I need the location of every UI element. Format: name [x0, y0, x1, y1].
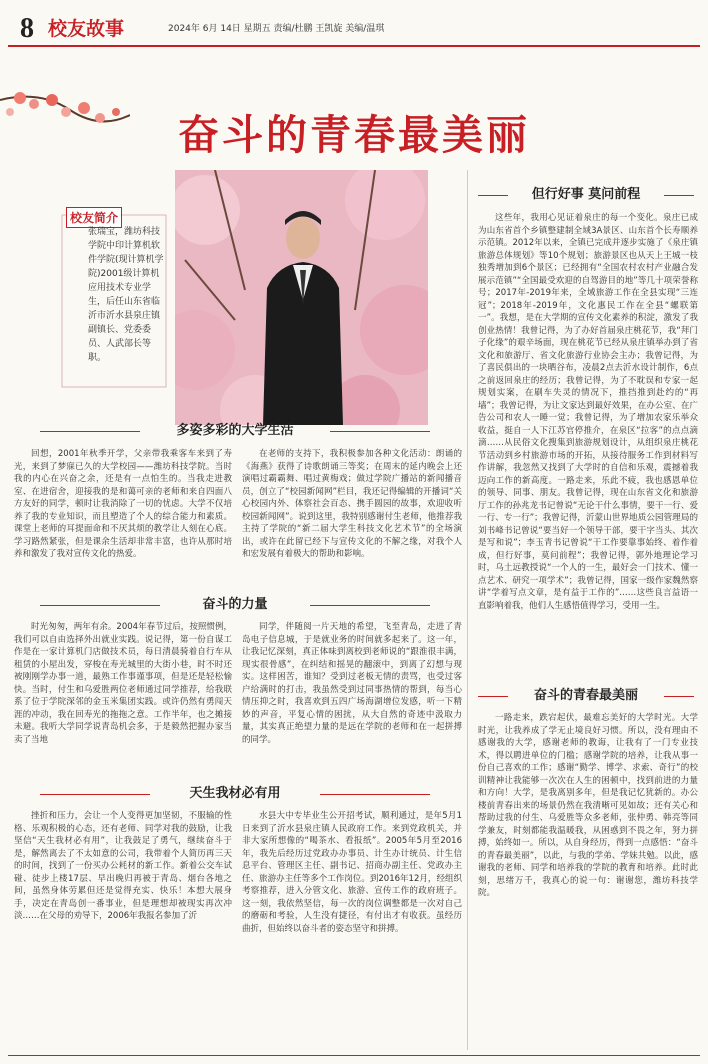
body-column [14, 448, 232, 598]
body-paragraph: 时光匆匆，两年有余。2004年春节过后，按照惯例，我们可以自由选择外出就业实践。说记得，第一份自谋工作是在一家计算机门店做技术员，每日清晨骑着自行车从租赁的小屋出发，穿梭在寿光城里的大街小巷，时不时还被刚刚学办事一道，最熟工作事谨事项，但是还是轻松愉快。当时，付生和乌爱胜两位老师通过同学推荐，给我联系了位于学院深邻的金玉米集团实践。或许仍然有勇闯天涯的冲动，我在回寿光的拖拖之意。工作半年，也之摊接未避。我听大学同学说青岛机会多，于是毅然把握办家当卖了当地 [14, 622, 232, 745]
section-heading-s3 [10, 783, 460, 805]
section-title: 但行好事 莫问前程 [531, 187, 641, 202]
section-title: 奋斗的力量 [202, 597, 268, 612]
header-rule [8, 45, 700, 47]
section-heading-r1 [472, 184, 700, 206]
bio-text: 张瑞宝，潍坊科技学院中印计算机软件学院(现计算机学院)2001级计算机应用技术专业学生，后任山东省临沂市沂水县泉庄镇副镇长、党委委员、人武部长等职。 [88, 227, 164, 363]
section-title: 天生我材必有用 [189, 786, 281, 801]
bio-tag: 校友简介 [66, 207, 122, 228]
body-column [478, 712, 698, 1052]
body-paragraph: 在老师的支持下，我积极参加各种文化活动：朗诵的《海燕》获得了诗歌朗诵三等奖；在周末的延内晚会上还演唱过霸霸舞、唱过黄梅戏；做过学院广播站的新闻播音员，创立了“校园新闻网”栏目，我还记得编辑的开播词“关心校园内外、体察社会百态、携手圆园的故事，欢迎收听校园新闻网”。说到这里，我特别感谢付生老师，他推荐我主持了学院的“新二届大学生科技文化艺术节”的全场演出，或许在此留已经下与宣传文化的不解之缘，对我个人和宏发展有着极大的帮助和影响。 [242, 449, 462, 559]
section-name: 校友故事 [48, 18, 125, 40]
body-paragraph: 这些年，我用心见证着泉庄的每一个变化。泉庄已成为山东省首个乡镇整建制全域3A景区、山东首个长寿顺养示范镇。2012年以来，全镇已完成并逐步实施了《泉庄镇旅游总体规划》等10个规划；旅游景区也从天上王城一枝独秀增加到6个景区；已经拥有“全国农村农村产业融合发展示范镇”“全国最受欢迎的自驾游目的地”等几十项荣誉称号；2017年-2019年来，全域旅游工作在全县实现“三连冠”；2018年-2019年，文化惠民工作在全县“螺联第一”。我想，是在大学期的宣传文化素养的积淀，激发了我创业热情！我曾记得，为了办好首届泉庄桃花节，我“拜门子化缘”的艰辛场面，现在桃花节已经从泉庄镇举办到了省文化和旅游厅、省文化旅游行业协会主办；我曾记得，为了喜民俱出的一块晒谷布，凌晨2点去沂水设计制作，6点之前返回泉庄的经历；我曾记得，为了不耽误和专家一起规划实案，在刷车失灵的情况下，推挡推到赴约的“再墙”；我曾记得，为让文家达到最好效果，在办公室、在广告公司和农人一睡一觉；我曾记得，为了增加农家乐举众收益，挺自一人下江苏官停推介，在泉区“拉客”的点点滴滴……从民俗文化搜集到旅游规划设计，从组织泉庄桃花节活动到乡村旅游市场的开拓，从接待服务工作到材料写作讲解，我忽然又找到了大学时的自信和乐观，震撼着我迈向工作的新高度。一路走来，乐此不疲，我也感恩单位的领导、同事、朋友。我曾记得，现在山东省文化和旅游厅工作的孙兆龙书记曾说“无论干什么事情，要干一行、爱一行、专一行”；我曾记得，沂蒙山世界地质公园管理局的刘书峰书记曾说“要当好一个领导干部，要干字当头、其次是写和说”；李玉青书记曾说“干工作要靠事始终、着作着成，但行好事，莫问前程”；我曾记得，郭外地理论学习时，乌土远教授说“一个人的一生，最好会一门技术、懂一点艺术、研究一项学术”；我曾记得，国家一级作家魏然察讲“学着写点文章，是有益于工作的”……这些良言益语一直影响着我，他们人生感悟值得学习，受用一生。 [478, 213, 698, 611]
section-heading-s2 [10, 594, 460, 616]
section-heading-s1 [10, 420, 460, 442]
bio-box [58, 195, 168, 390]
body-paragraph: 水县大中专毕业生公开招考试，顺利通过，是年5月1日来到了沂水县泉庄镇人民政府工作。来到党政机关，并非大家所想像的“喝茶水、看报纸”。2005年5月至2016年，我先后经历过党政办办事员、计生办计统员、计生信息平台、管理区主任、副书记、招商办副主任、党政办主任、旅游办主任等多个工作岗位。到2016年12月，经组织考察推荐，进入分管文化、旅游、宣传工作的政府班子。这一刻，我依然坚信，每一次的岗位调整都是一次对自己的磨砺和考验，人生没有捷径，有付出才有收获。虽经历曲折，但始终以奋斗者的姿态坚守和拼搏。 [242, 811, 462, 934]
body-column [242, 810, 462, 1050]
article-title: 奋斗的青春最美丽 [178, 111, 530, 159]
body-column [242, 448, 462, 598]
body-column [478, 212, 698, 682]
body-paragraph: 挫折和压力，会让一个人变得更加坚韧，不服输的性格、乐观积极的心态，还有老师、同学对我的鼓励，让我坚信“天生我材必有用”，让我鼓足了勇气，继续奋斗于是，解然离去了不太如意的公司，我带着个人简历再三天的时间，找到了一份买办公耗材的新工作。新着公交车试碰、徒步上楼17层、早出晚归再被于青岛、烟台各地之间，虽然身体劳累但还是觉得充实、快乐！本想大展身手，决定在青岛创一番事业，但是理想却被现实再次冲淡……在父母的劝导下，2006年我报名参加了沂 [14, 811, 232, 921]
page-header [8, 14, 700, 44]
column-separator [467, 170, 468, 1050]
section-title: 多姿多彩的大学生活 [176, 423, 294, 438]
page-number: 8 [20, 13, 34, 44]
body-paragraph: 同学，伴随阅一片天地的希望，飞至青岛，走进了青岛电子信息城，于是就业务的时间就多起来了。这一年，让我记忆深刻，真正体味到离校到老师说的“跟淮很丰满，现实很骨感”，在纠结和摇晃的翻滚中，到离了幻想与现实。这样困苦，谁知？受到过老板无情的责骂，也受过客户给满时的打击，我虽然受到过同事热情的帮到，每当心情压抑之时，我喜欢到五四广场海湖增位发感，听一下精妙的声音，平复心情的困扰，从大自然的奇迹中汲取力量，其实真正绝望力量的是远在学院的老师和在一起拼搏的同学。 [242, 622, 462, 745]
footer-rule [8, 1055, 700, 1056]
issue-meta: 2024年 6月 14日 星期五 责编/杜鹏 王凯旋 美编/温琪 [168, 24, 385, 34]
body-column [242, 621, 462, 785]
body-column [14, 621, 232, 785]
body-column [14, 810, 232, 1050]
section-title: 奋斗的青春最美丽 [533, 688, 638, 703]
body-paragraph: 回想，2001年秋季开学，父亲带我乘客车来到了寿光，来到了梦寐已久的大学校园——潍坊科技学院。当时我的内心在兴奋之余，还是有一点怕生的。当我走进教室、在进宿舍，迎接我的是和蔼可亲的老师和来自四面八方友好的同学，顿时让我消除了一切的忧虑。大学不仅培养了我的专业知识，而且塑造了个人的综合能力和素质。课堂上老师的耳提面命和不厌其烦的教学让人刻在心底。学习路然紧张，但是课余生活却非常丰富，也许从那时培养和激发了我对宣传文化的热爱。 [14, 449, 232, 559]
section-heading-r2 [472, 685, 700, 707]
portrait-photo [175, 170, 428, 425]
body-paragraph: 一路走来，跌宕起伏，最难忘美好的大学时光。大学时光，让我养成了学无止境良好习惯。所以，没有理由不感谢我的大学，感谢老师的教诲，让我有了一门专业技术，得以聘进单位的门槛；感谢学院的培养，让我从事一份自己喜欢的工作；感谢“勤学、博学、求索、奇行”的校训精神让我能够一次次在人生的困顿中，找到前进的力量和方向！大学，是我离别多年，但是我记忆犹新的。办公楼前青春出来的场景仍然在我清晰可见如故；还有关心和帮助过我的付生、乌爱胜等众多老师，张仲勇、韩亮等同学兼友，时刻都能我温暖我，从困惑到不畏之年，努力拼搏，始终如一。所以，从自身经历，得到一点感悟：“奋斗的青春最美丽”，以此，与我的学弟、学妹共勉。以此，感谢我的老师、同学和培养我的学院的教育和培养。此时此刻，思绪万千，我真心的说一句：谢谢您，潍坊科技学院。 [478, 713, 698, 898]
